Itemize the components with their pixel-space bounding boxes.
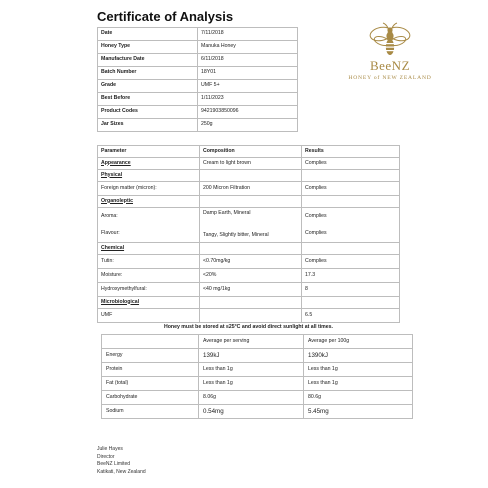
- info-row-honey-type: [98, 41, 298, 54]
- nutrient-label: Protein: [102, 363, 199, 377]
- info-label: Grade: [98, 80, 198, 93]
- hmf-label: Hydroxymethylfural:: [98, 283, 200, 297]
- header-results: Results: [302, 146, 400, 158]
- nutrition-row-carbohydrate: [102, 391, 413, 405]
- info-row-manufacture-date: [98, 54, 298, 67]
- section-chemical: Chemical: [101, 244, 125, 251]
- info-label: Manufacture Date: [98, 54, 198, 67]
- row-foreign-matter: [98, 182, 400, 196]
- info-value: 6/11/2018: [198, 54, 298, 67]
- storage-note: Honey must be stored at ≤25°C and avoid direct sunlight at all times.: [164, 324, 333, 330]
- nutrition-row-energy: [102, 349, 413, 363]
- flavour-composition: Tangy, Slightly bitter, Mineral: [203, 232, 269, 239]
- nutrient-serving: 139kJ: [199, 349, 304, 363]
- section-physical: Physical: [101, 171, 123, 178]
- info-value: 7/11/2018: [198, 28, 298, 41]
- bee-icon: [368, 22, 412, 58]
- nutrient-serving: Less than 1g: [199, 377, 304, 391]
- nutrition-row-fat: [102, 377, 413, 391]
- umf-result: 6.5: [302, 309, 400, 323]
- header-composition: Composition: [200, 146, 302, 158]
- nutrition-header-blank: [102, 335, 199, 349]
- umf-composition: [200, 309, 302, 323]
- flavour-label: Flavour:: [101, 229, 120, 236]
- nutrient-label: Fat (total): [102, 377, 199, 391]
- info-value: 18Y01: [198, 67, 298, 80]
- tutin-label: Tutin:: [98, 255, 200, 269]
- moisture-composition: <20%: [200, 269, 302, 283]
- row-organoleptic-heading: [98, 196, 400, 208]
- nutrient-per100: 80.6g: [304, 391, 413, 405]
- nutrition-table: [101, 334, 413, 419]
- nutrient-per100: 5.45mg: [304, 405, 413, 419]
- nutrient-label: Carbohydrate: [102, 391, 199, 405]
- info-row-jar-sizes: [98, 119, 298, 132]
- aroma-result: Complies: [305, 212, 327, 219]
- row-chemical-heading: [98, 243, 400, 255]
- info-label: Product Codes: [98, 106, 198, 119]
- hmf-composition: <40 mg/1kg: [200, 283, 302, 297]
- signature-block: [97, 446, 146, 476]
- info-row-batch-number: [98, 67, 298, 80]
- section-appearance: Appearance: [101, 159, 131, 166]
- moisture-result: 17.3: [302, 269, 400, 283]
- nutrient-label: Energy: [102, 349, 199, 363]
- section-organoleptic: Organoleptic: [101, 197, 133, 204]
- aroma-label: Aroma:: [101, 212, 118, 219]
- document-title: Certificate of Analysis: [97, 9, 234, 24]
- signatory-location: Katikati, New Zealand: [97, 468, 146, 475]
- hmf-result: 8: [302, 283, 400, 297]
- tutin-result: Complies: [302, 255, 400, 269]
- header-parameter: Parameter: [98, 146, 200, 158]
- tutin-composition: <0.70mg/kg: [200, 255, 302, 269]
- foreign-label: Foreign matter (micron):: [98, 182, 200, 196]
- info-label: Jar Sizes: [98, 119, 198, 132]
- nutrient-label: Sodium: [102, 405, 199, 419]
- row-tutin: [98, 255, 400, 269]
- appearance-result: Complies: [302, 158, 400, 170]
- foreign-composition: 200 Micron Filtration: [200, 182, 302, 196]
- row-aroma-flavour: [98, 208, 400, 243]
- info-label: Date: [98, 28, 198, 41]
- signatory-role: Director: [97, 453, 115, 460]
- moisture-label: Moisture:: [98, 269, 200, 283]
- nutrient-per100: Less than 1g: [304, 363, 413, 377]
- nutrient-serving: 8.06g: [199, 391, 304, 405]
- info-label: Batch Number: [98, 67, 198, 80]
- nutrition-row-sodium: [102, 405, 413, 419]
- signatory-name: Julie Hayes: [97, 446, 123, 452]
- info-row-date: [98, 28, 298, 41]
- signatory-company: BeeNZ Limited: [97, 461, 131, 468]
- header-per-serving: Average per serving: [199, 335, 304, 349]
- info-row-best-before: [98, 93, 298, 106]
- brand-tagline: HONEY of NEW ZEALAND: [348, 75, 432, 81]
- info-value: Manuka Honey: [198, 41, 298, 54]
- info-value: UMF 5+: [198, 80, 298, 93]
- brand-name: BeeNZ: [369, 58, 411, 73]
- row-microbiological-heading: [98, 297, 400, 309]
- foreign-result: Complies: [302, 182, 400, 196]
- info-row-product-codes: [98, 106, 298, 119]
- appearance-composition: Cream to light brown: [200, 158, 302, 170]
- nutrient-per100: Less than 1g: [304, 377, 413, 391]
- parameters-table: [97, 145, 400, 323]
- nutrient-serving: 0.54mg: [199, 405, 304, 419]
- brand-logo: [340, 22, 440, 81]
- nutrient-per100: 1390kJ: [304, 349, 413, 363]
- nutrition-row-protein: [102, 363, 413, 377]
- info-label: Best Before: [98, 93, 198, 106]
- info-value: 250g: [198, 119, 298, 132]
- row-umf: [98, 309, 400, 323]
- info-value: 1/11/2023: [198, 93, 298, 106]
- aroma-composition: Damp Earth, Mineral: [203, 210, 251, 216]
- info-label: Honey Type: [98, 41, 198, 54]
- section-microbiological: Microbiological: [101, 298, 140, 305]
- header-per-100g: Average per 100g: [304, 335, 413, 349]
- row-appearance: [98, 158, 400, 170]
- info-row-grade: [98, 80, 298, 93]
- info-value: 9421903850096: [198, 106, 298, 119]
- nutrient-serving: Less than 1g: [199, 363, 304, 377]
- product-info-table: [97, 27, 298, 132]
- nutrition-header-row: [102, 335, 413, 349]
- row-physical-heading: [98, 170, 400, 182]
- params-header-row: [98, 146, 400, 158]
- row-moisture: [98, 269, 400, 283]
- row-hmf: [98, 283, 400, 297]
- umf-label: UMF: [98, 309, 200, 323]
- flavour-result: Complies: [305, 229, 327, 236]
